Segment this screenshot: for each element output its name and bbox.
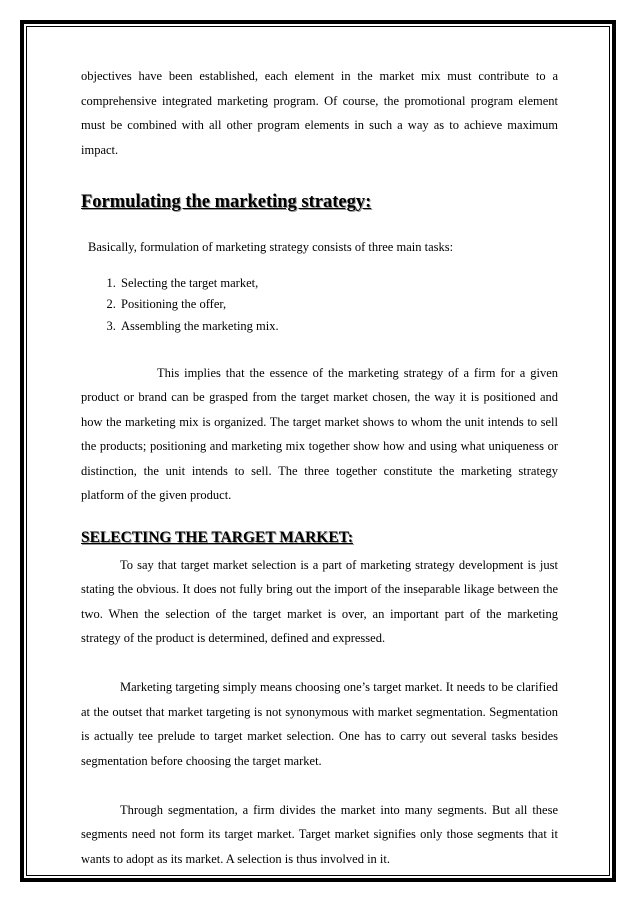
selecting-paragraph-3: Through segmentation, a firm divides the market into many segments. But all these segments need not form its target market. Target market signifies only those segments that it wants to adopt as its market. A selection is thus involved in it. [81, 802, 558, 866]
heading-selecting: SELECTING THE TARGET MARKET: [81, 528, 354, 546]
heading-formulating: Formulating the marketing strategy: [81, 192, 372, 212]
selecting-paragraph-1: To say that target market selection is a part of marketing strategy development is just stating the obvious. It does not fully bring out the import of the inseparable likage between the two. When the selection of the target market is over, an important part of the marketing strategy of the product is determined, defined and expressed. [81, 557, 558, 646]
implies-paragraph: This implies that the essence of the marketing strategy of a firm for a given product or brand can be grasped from the target market chosen, the way it is positioned and how the marketing mix is organized. The target market shows to whom the unit intends to sell the products; positioning and marketing mix together show how and using what uniqueness or distinction, the unit intends to sell. The three together constitute the marketing strategy platform of the given product. [81, 365, 558, 503]
tasks-list [81, 273, 558, 337]
tasks-intro: Basically, formulation of marketing strategy consists of three main tasks: [88, 240, 454, 254]
list-item: 1. Selecting the target market, [119, 273, 558, 294]
list-item: 3. Assembling the marketing mix. [119, 316, 558, 337]
intro-paragraph: objectives have been established, each element in the market mix must contribute to a comprehensive integrated marketing program. Of course, the promotional program element must be combined with all other program elements in such a way as to achieve maximum impact. [81, 69, 558, 157]
selecting-paragraph-2: Marketing targeting simply means choosing one’s target market. It needs to be clarified at the outset that market targeting is not synonymous with market segmentation. Segmentation is actually tee prelude to target market selection. One has to carry out several tasks besides segmentation before choosing the target market. [81, 680, 558, 768]
document-body [81, 64, 558, 871]
list-item: 2. Positioning the offer, [119, 294, 558, 315]
